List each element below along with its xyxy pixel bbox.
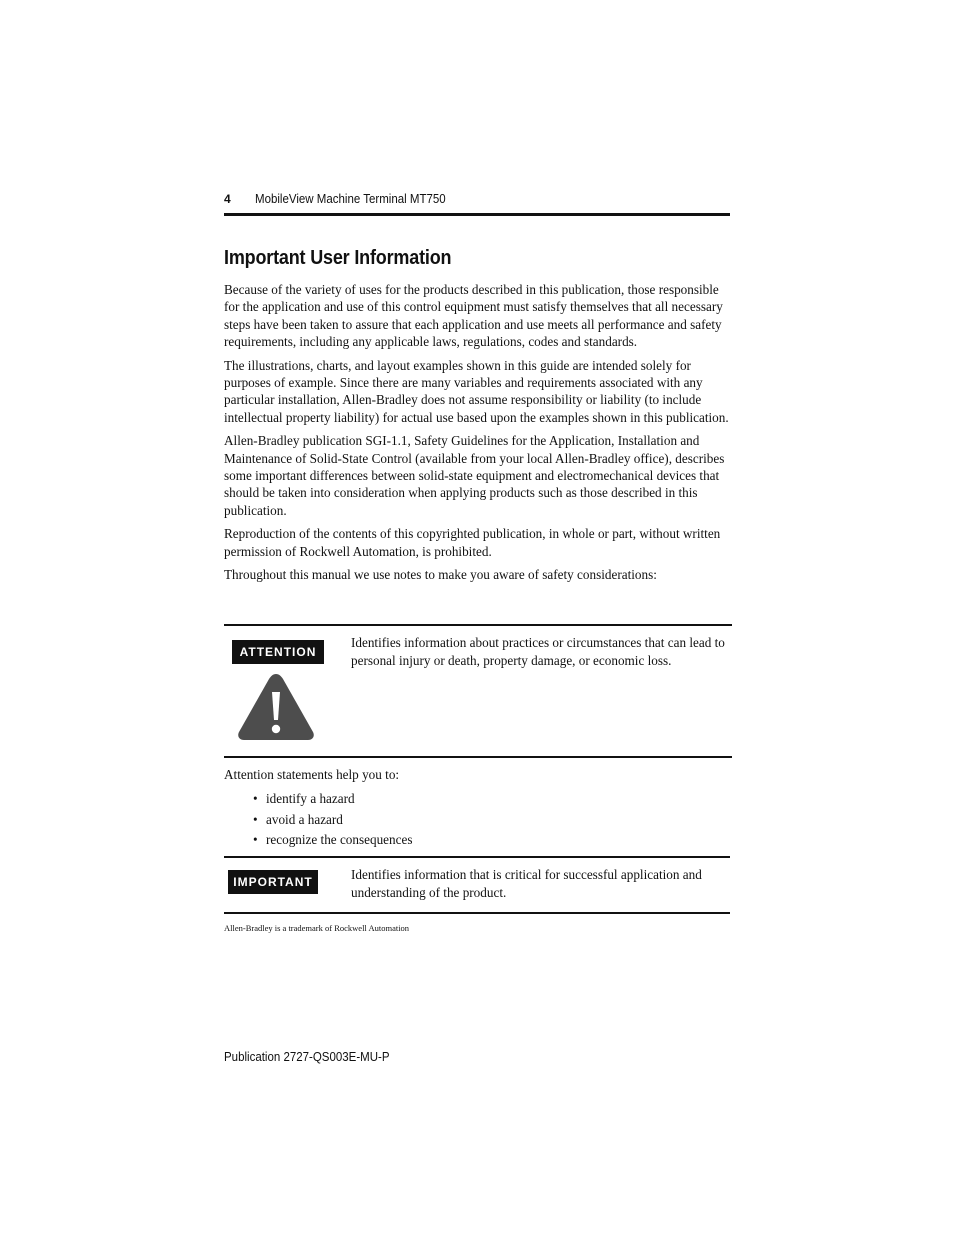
bullet-list (224, 789, 730, 851)
attention-text: Identifies information about practices or circumstances that can lead to personal injury or death, property damage, or economic loss. (351, 635, 725, 668)
page-number: 4 (224, 192, 231, 206)
important-text: Identifies information that is critical for successful application and understanding of the product. (351, 867, 702, 900)
warning-triangle-icon (236, 670, 316, 744)
paragraph: Reproduction of the contents of this copyrighted publication, in whole or part, without written permission of Rockwell Automation, is prohibited. (224, 526, 721, 559)
header-title: MobileView Machine Terminal MT750 (255, 192, 446, 206)
attention-help (224, 766, 730, 851)
paragraph: The illustrations, charts, and layout examples shown in this guide are intended solely for purposes of example. Since there are many variables and requirements associated with any particular installation, Allen-Bradley does not assume responsibility or liability (to include intellectual property liability) for actual use based upon the examples shown in this publication. (224, 357, 729, 425)
attention-badge: ATTENTION (232, 640, 324, 664)
running-header (224, 192, 730, 216)
publication-number: Publication 2727-QS003E-MU-P (224, 1050, 390, 1064)
important-notice (224, 856, 730, 914)
attention-notice (224, 624, 732, 758)
attention-intro: Attention statements help you to: (224, 767, 400, 782)
paragraph: Allen-Bradley publication SGI-1.1, Safety Guidelines for the Application, Installation and Maintenance of Solid-State Control (available from your local Allen-Bradley office), describes some important differences between solid-state equipment and electromechanical devices that should be taken into consideration when applying products such as those described in this publication. (224, 433, 725, 518)
page-title: Important User Information (224, 247, 452, 269)
trademark-footnote: Allen-Bradley is a trademark of Rockwell Automation (224, 923, 410, 933)
paragraph: Because of the variety of uses for the products described in this publication, those responsible for the application and use of this control equipment must satisfy themselves that all necessary steps have been taken to assure that each application and use meets all performance and safety requirements, including any applicable laws, regulations, codes and standards. (224, 282, 723, 350)
important-badge: IMPORTANT (228, 870, 318, 894)
list-item: • avoid a hazard (224, 810, 730, 831)
paragraph: Throughout this manual we use notes to make you aware of safety considerations: (224, 567, 657, 583)
list-item: • identify a hazard (224, 789, 730, 810)
list-item: • recognize the consequences (224, 830, 730, 851)
body-text (224, 281, 730, 590)
